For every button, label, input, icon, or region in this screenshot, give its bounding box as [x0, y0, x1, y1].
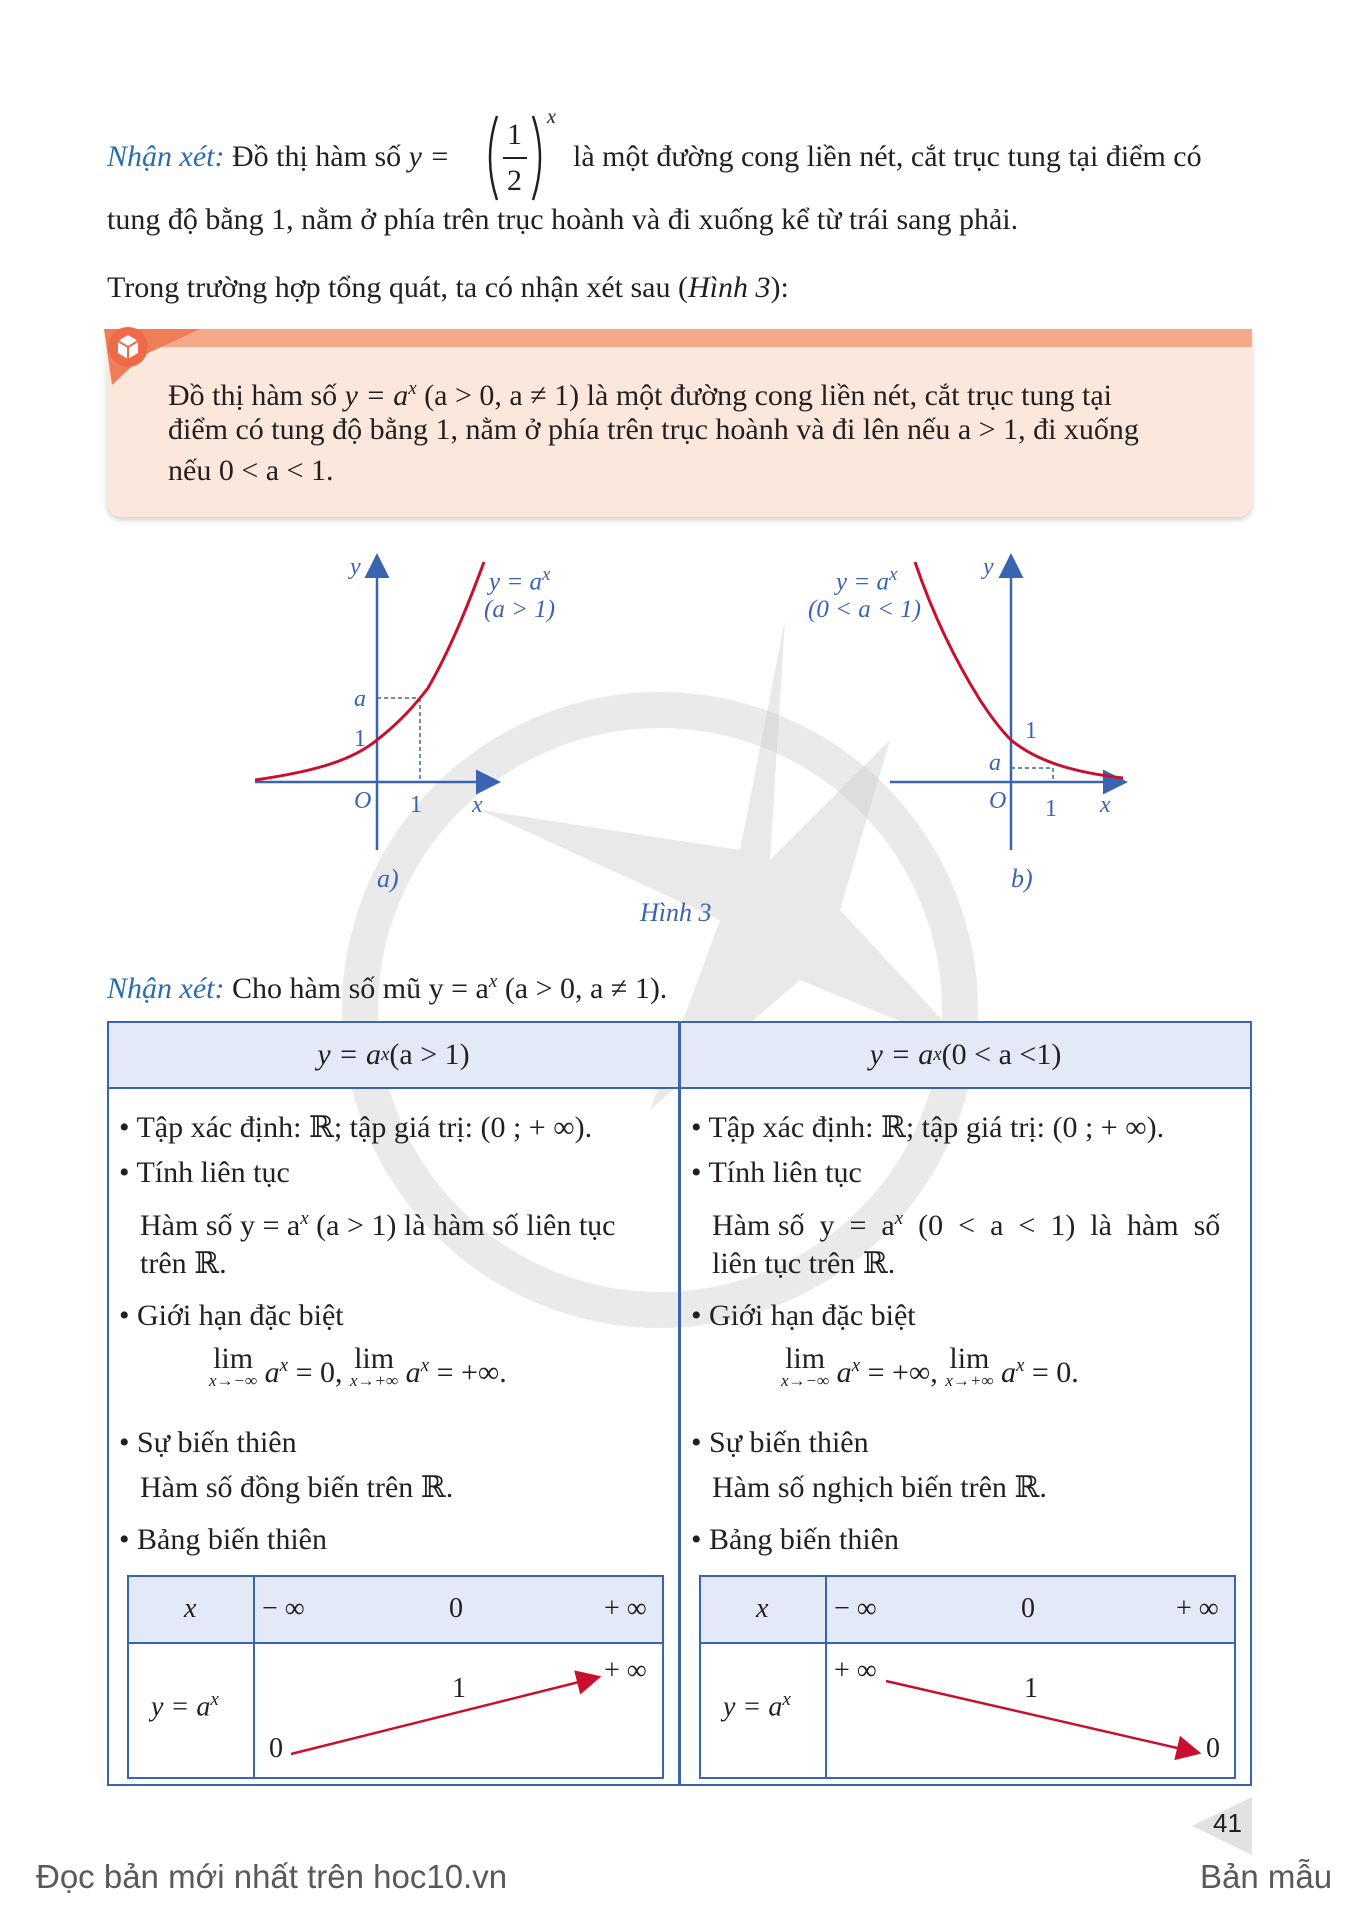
vt-mid-value: 1	[1024, 1673, 1038, 1704]
left-continuity-line-1	[140, 1199, 616, 1246]
intro-line	[107, 268, 789, 308]
curve-a-exponent: x	[541, 564, 551, 585]
footer-source-note: Đọc bản mới nhất trên hoc10.vn	[36, 1858, 508, 1895]
lim-value: = +∞,	[860, 1356, 938, 1389]
lim-base: a	[1000, 1356, 1016, 1389]
x-tick-1: 1	[1045, 796, 1057, 822]
right-bullet-limits: • Giới hạn đặc biệt	[691, 1299, 916, 1332]
bullet-text: Giới hạn đặc biệt	[137, 1299, 344, 1332]
bullet-text: Tập xác định: ℝ; tập giá trị: (0 ; + ∞).	[136, 1111, 593, 1144]
figure-caption: Hình 3	[640, 898, 712, 927]
vt-pos-inf: + ∞	[604, 1593, 647, 1624]
header-formula: y = a	[869, 1038, 934, 1071]
table-header-right	[681, 1023, 1250, 1089]
left-monotonic-text: Hàm số đồng biến trên ℝ.	[140, 1471, 454, 1504]
bullet-text: Sự biến thiên	[709, 1426, 869, 1459]
bullet-text: Tập xác định: ℝ; tập giá trị: (0 ; + ∞).	[708, 1111, 1165, 1144]
formula-y: y =	[408, 140, 450, 173]
key-point-line-3: nếu 0 < a < 1.	[168, 454, 334, 487]
continuity-tail: (a > 1) là hàm số liên tục	[308, 1209, 616, 1242]
lim-exponent: x	[851, 1355, 861, 1376]
lim-pos-inf	[350, 1342, 399, 1390]
continuity-text: Hàm số y = a	[712, 1209, 895, 1242]
graph-a-caption: a)	[377, 864, 399, 893]
lim-value: = 0.	[1024, 1356, 1079, 1389]
header-condition: (a > 1)	[389, 1038, 470, 1071]
left-limits-formula	[209, 1342, 507, 1393]
curve-b-formula: y = a	[836, 568, 889, 596]
vt-x-label: x	[184, 1593, 197, 1624]
key-point-text: Đồ thị hàm số	[168, 379, 345, 412]
remark-1-line-2: tung độ bằng 1, nằm ở phía trên trục hoành và đi xuống kể từ trái sang phải.	[107, 203, 1019, 236]
vt-zero: 0	[1021, 1593, 1035, 1624]
curve-a-formula: y = a	[489, 568, 542, 596]
remark-2-text: Cho hàm số mũ y = a	[231, 972, 489, 1005]
origin-label: O	[354, 788, 372, 814]
remark-2	[107, 962, 667, 1009]
lim-subscript: x→−∞	[781, 1371, 830, 1390]
vt-zero: 0	[449, 1593, 463, 1624]
lim-exponent: x	[1015, 1355, 1025, 1376]
lim-word: lim	[354, 1342, 395, 1375]
lim-base: a	[405, 1356, 421, 1389]
vt-pos-inf: + ∞	[1176, 1593, 1219, 1624]
bullet-text: Bảng biến thiên	[709, 1523, 899, 1556]
remark-2-exponent: x	[488, 971, 498, 992]
bullet-text: Sự biến thiên	[137, 1426, 297, 1459]
remark-2-tail: (a > 0, a ≠ 1).	[497, 972, 668, 1005]
continuity-exponent: x	[894, 1208, 904, 1229]
left-bullet-variation: • Bảng biến thiên	[119, 1523, 327, 1556]
remark-label: Nhận xét:	[107, 140, 225, 173]
x-axis-label: x	[1100, 792, 1111, 818]
vt-y-exponent: x	[210, 1689, 219, 1710]
vt-end-value: + ∞	[604, 1655, 647, 1686]
y-tick-1: 1	[1025, 718, 1037, 744]
lim-exponent: x	[279, 1355, 289, 1376]
key-point-exponent: x	[408, 378, 417, 399]
key-point-band	[107, 329, 1252, 347]
vt-neg-inf: − ∞	[834, 1593, 877, 1624]
graph-b-caption: b)	[1011, 864, 1033, 893]
right-bullet-variation: • Bảng biến thiên	[691, 1523, 899, 1556]
vt-end-value: 0	[1206, 1733, 1220, 1764]
bullet-text: Bảng biến thiên	[137, 1523, 327, 1556]
exp-curve-increasing	[255, 562, 484, 780]
curve-a-label	[489, 564, 550, 596]
header-condition: (0 < a <1)	[941, 1038, 1062, 1071]
lim-neg-inf	[781, 1342, 830, 1390]
right-bullet-monotonic: • Sự biến thiên	[691, 1426, 869, 1459]
vt-x-label: x	[756, 1593, 769, 1624]
lim-value: = +∞.	[429, 1356, 507, 1389]
header-exponent: x	[380, 1044, 390, 1065]
right-continuity-line-1	[712, 1199, 1220, 1246]
curve-b-label	[836, 564, 897, 596]
lim-word: lim	[949, 1342, 990, 1375]
right-limits-formula	[781, 1342, 1079, 1393]
curve-b-condition: (0 < a < 1)	[808, 596, 921, 623]
right-monotonic-text: Hàm số nghịch biến trên ℝ.	[712, 1471, 1047, 1504]
left-bullet-monotonic: • Sự biến thiên	[119, 1426, 297, 1459]
bullet-text: Tính liên tục	[708, 1156, 862, 1189]
graph-b	[885, 550, 1130, 910]
right-continuity-line-2: liên tục trên ℝ.	[712, 1247, 896, 1280]
left-bullet-domain: • Tập xác định: ℝ; tập giá trị: (0 ; + ∞).	[119, 1111, 593, 1144]
lim-word: lim	[213, 1342, 254, 1375]
remark-1-line-1-tail: là một đường cong liền nét, cắt trục tung tại điểm có	[573, 140, 1202, 173]
increasing-arrow	[129, 1577, 666, 1781]
x-tick-1: 1	[410, 792, 422, 818]
remark-label: Nhận xét:	[107, 972, 225, 1005]
footer-sample-label: Bản mẫu	[1200, 1858, 1333, 1895]
table-header-left	[109, 1023, 678, 1089]
vt-y-exponent: x	[782, 1689, 791, 1710]
vt-neg-inf: − ∞	[262, 1593, 305, 1624]
header-exponent: x	[933, 1044, 942, 1065]
y-axis-label: y	[983, 554, 994, 580]
fraction-numerator: 1	[507, 118, 522, 151]
fraction-denominator: 2	[507, 164, 522, 197]
left-continuity-line-2: trên ℝ.	[140, 1247, 227, 1280]
figure-reference: Hình 3	[687, 271, 771, 304]
vt-y-formula: y = a	[151, 1691, 211, 1723]
origin-label: O	[989, 788, 1007, 814]
y-axis-label: y	[350, 554, 361, 580]
lim-subscript: x→−∞	[209, 1371, 258, 1390]
lim-neg-inf	[209, 1342, 258, 1390]
right-bullet-continuity: • Tính liên tục	[691, 1156, 862, 1189]
decreasing-arrow	[701, 1577, 1238, 1781]
graph-a	[250, 550, 520, 910]
key-point-line-2: điểm có tung độ bằng 1, nằm ở phía trên trục hoành và đi lên nếu a > 1, đi xuống	[168, 413, 1139, 446]
bullet-text: Tính liên tục	[136, 1156, 290, 1189]
curve-b-exponent: x	[888, 564, 898, 585]
continuity-exponent: x	[300, 1208, 309, 1229]
lim-base: a	[264, 1356, 280, 1389]
left-bullet-limits: • Giới hạn đặc biệt	[119, 1299, 344, 1332]
lim-subscript: x→+∞	[945, 1371, 994, 1390]
column-divider	[678, 1023, 681, 1784]
continuity-text: Hàm số y = a	[140, 1209, 301, 1242]
vt-start-value: 0	[269, 1733, 283, 1764]
lim-base: a	[836, 1356, 852, 1389]
y-tick-a: a	[354, 686, 366, 712]
fraction-exponent: x	[547, 106, 556, 128]
remark-text: Đồ thị hàm số	[231, 140, 402, 173]
bullet-text: Giới hạn đặc biệt	[709, 1299, 916, 1332]
lim-pos-inf	[945, 1342, 994, 1390]
variation-table-decreasing	[699, 1575, 1236, 1779]
y-tick-1: 1	[354, 726, 366, 752]
lim-subscript: x→+∞	[350, 1371, 399, 1390]
remark-1-line-1	[107, 137, 450, 177]
lim-value: = 0,	[288, 1356, 343, 1389]
fraction-one-half	[485, 112, 545, 204]
variation-table-increasing	[127, 1575, 664, 1779]
lim-exponent: x	[420, 1355, 430, 1376]
right-bullet-domain: • Tập xác định: ℝ; tập giá trị: (0 ; + ∞).	[691, 1111, 1165, 1144]
x-axis-label: x	[472, 792, 483, 818]
page-number: 41	[1213, 1808, 1242, 1838]
y-tick-a: a	[989, 750, 1001, 776]
header-formula: y = a	[317, 1038, 381, 1071]
curve-a-condition: (a > 1)	[484, 596, 556, 623]
continuity-tail: (0 < a < 1) là hàm số	[903, 1209, 1221, 1242]
vt-mid-value: 1	[452, 1673, 466, 1704]
intro-close: ):	[770, 271, 789, 304]
exp-curve-decreasing	[915, 562, 1123, 778]
comparison-table	[107, 1021, 1252, 1786]
left-bullet-continuity: • Tính liên tục	[119, 1156, 290, 1189]
intro-text: Trong trường hợp tổng quát, ta có nhận xét sau (	[107, 271, 688, 304]
vt-start-value: + ∞	[834, 1655, 877, 1686]
key-point-text-tail: (a > 0, a ≠ 1) là một đường cong liền nét, cắt trục tung tại	[424, 379, 1112, 412]
vt-y-formula: y = a	[723, 1691, 783, 1723]
key-point-formula: y = a	[344, 379, 409, 412]
lim-word: lim	[785, 1342, 826, 1375]
